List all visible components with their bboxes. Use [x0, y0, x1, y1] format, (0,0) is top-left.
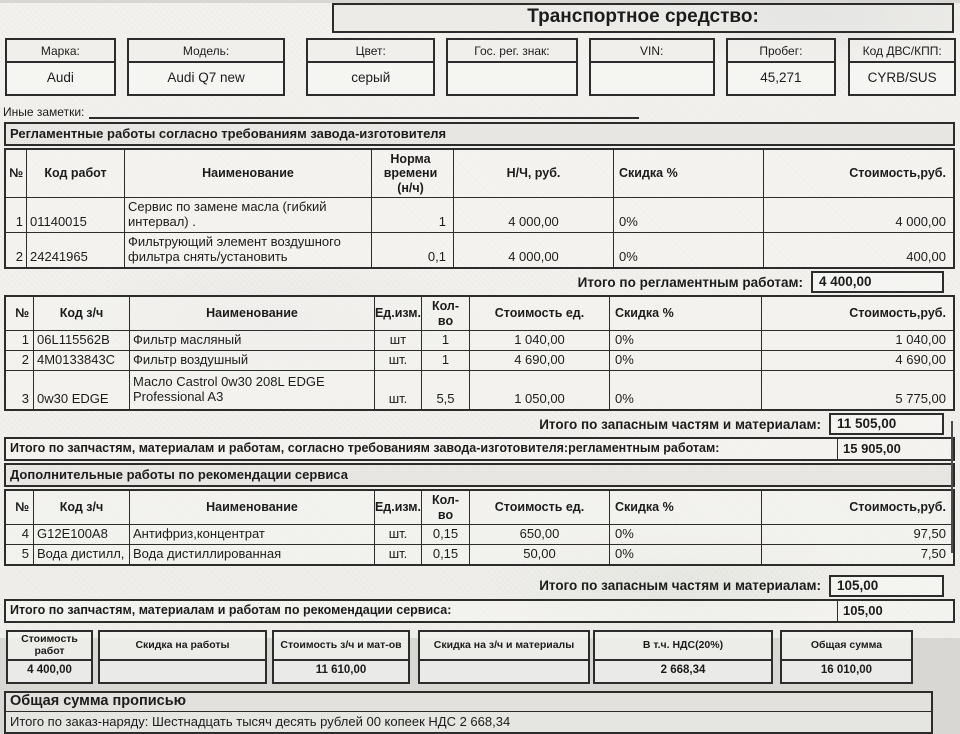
page-title: Транспортное средство:	[332, 3, 954, 33]
col-header-discount: Скидка %	[609, 297, 761, 330]
part-cost: 1 040,00	[761, 331, 953, 350]
grand-total-value: 15 905,00	[837, 439, 953, 459]
part-unit-price: 4 690,00	[469, 351, 609, 370]
part-name: Масло Castrol 0w30 208L EDGE Professional A3	[129, 371, 374, 409]
amount-in-words-title: Общая сумма прописью	[6, 693, 931, 712]
field-value: 45,271	[760, 70, 802, 85]
summary-label: В т.ч. НДС(20%)	[595, 632, 771, 661]
part-qty: 1	[421, 351, 469, 370]
col-header-discount: Скидка %	[613, 150, 763, 197]
field-label: Код ДВС/КПП:	[850, 40, 954, 63]
amount-in-words-box	[4, 691, 933, 734]
additional-table-header	[6, 491, 953, 524]
parts-total-value: 11 505,00	[829, 413, 944, 435]
col-header-unit: Ед.изм.	[374, 491, 421, 524]
work-num: 1	[15, 214, 23, 230]
works-table	[4, 148, 955, 269]
part-unit: шт	[374, 331, 421, 350]
other-notes-label: Иные заметки:	[3, 105, 85, 119]
vehicle-field-engine-code	[848, 38, 956, 96]
part-cost: 5 775,00	[761, 371, 953, 409]
part-code: Вода дистилл,	[33, 545, 129, 564]
vehicle-field-brand	[5, 38, 116, 96]
col-header-num: №	[9, 166, 23, 181]
work-cost: 4 000,00	[763, 198, 953, 232]
summary-label: Стоимость работ	[8, 632, 91, 661]
work-code: 24241965	[26, 233, 124, 267]
col-header-num: №	[15, 306, 29, 321]
part-cost: 7,50	[761, 545, 953, 564]
part-unit: шт.	[374, 371, 421, 409]
col-header-qty: Кол-во	[421, 297, 469, 330]
table-row	[6, 232, 953, 267]
work-rate: 4 000,00	[453, 233, 613, 267]
summary-value: 4 400,00	[27, 663, 72, 676]
part-num: 3	[21, 391, 29, 407]
part-discount: 0%	[609, 371, 761, 409]
summary-value: 2 668,34	[660, 663, 706, 676]
amount-in-words-text: Итого по заказ-наряду: Шестнадцать тысяч десять рублей 00 копеек НДС 2 668,34	[10, 713, 511, 729]
field-label: Цвет:	[308, 40, 433, 63]
works-total-label: Итого по регламентным работам:	[577, 274, 803, 290]
table-row	[6, 370, 953, 409]
vehicle-field-mileage	[726, 38, 837, 96]
col-header-name: Наименование	[129, 297, 374, 330]
summary-box-parts-cost	[272, 630, 410, 684]
part-unit: шт.	[374, 545, 421, 564]
part-num: 2	[21, 352, 29, 368]
vehicle-info-row	[4, 38, 956, 96]
part-unit: шт.	[374, 525, 421, 544]
works-table-header	[6, 150, 953, 197]
table-row	[6, 524, 953, 544]
work-discount: 0%	[613, 198, 763, 232]
works-total-value: 4 400,00	[811, 271, 944, 293]
col-header-name: Наименование	[129, 491, 374, 524]
work-cost: 400,00	[763, 233, 953, 267]
part-name: Фильтр масляный	[129, 331, 374, 350]
summary-label: Скидка на з/ч и материалы	[420, 632, 588, 661]
title-row	[332, 3, 954, 33]
field-value: серый	[351, 70, 391, 85]
work-discount: 0%	[613, 233, 763, 267]
col-header-cost: Стоимость,руб.	[763, 150, 953, 197]
part-qty: 0,15	[421, 525, 469, 544]
part-unit-price: 1 040,00	[469, 331, 609, 350]
col-header-rate: Н/Ч, руб.	[453, 150, 613, 197]
summary-value	[420, 661, 588, 682]
part-discount: 0%	[609, 351, 761, 370]
field-label: Пробег:	[728, 40, 835, 63]
part-code: 0w30 EDGE	[33, 371, 129, 409]
part-name: Антифриз,концентрат	[129, 525, 374, 544]
table-row	[6, 197, 953, 232]
table-row	[6, 330, 953, 350]
summary-label: Скидка на работы	[100, 632, 265, 661]
field-label: Модель:	[129, 40, 284, 63]
part-name: Фильтр воздушный	[129, 351, 374, 370]
summary-value: 11 610,00	[315, 663, 367, 676]
grand-total-label: Итого по запчастям, материалам и работам по рекомендации сервиса:	[10, 602, 452, 617]
field-value: Audi	[46, 70, 74, 85]
section-header-additional-works: Дополнительные работы по рекомендации сервиса	[4, 463, 955, 487]
work-rate: 4 000,00	[453, 198, 613, 232]
work-num: 2	[15, 249, 23, 265]
part-unit: шт.	[374, 351, 421, 370]
field-label: Марка:	[7, 40, 114, 63]
summary-box-parts-discount	[418, 630, 590, 684]
work-norm: 0,1	[371, 233, 453, 267]
summary-box-works-cost	[6, 630, 93, 684]
part-unit-price: 50,00	[469, 545, 609, 564]
col-header-name: Наименование	[124, 150, 371, 197]
section-header-regulated-works: Регламентные работы согласно требованиям завода-изготовителя	[4, 122, 955, 146]
parts-table-header	[6, 297, 953, 330]
field-value	[591, 63, 713, 94]
scanned-work-order-page	[0, 3, 960, 729]
field-label: VIN:	[591, 40, 713, 63]
part-cost: 4 690,00	[761, 351, 953, 370]
other-notes-row	[3, 105, 956, 119]
vehicle-field-model	[127, 38, 286, 96]
summary-value: 16 010,00	[820, 663, 873, 676]
field-label: Гос. рег. знак:	[448, 40, 576, 63]
works-total-row	[4, 271, 944, 293]
parts-total-label: Итого по запасным частям и материалам:	[539, 416, 821, 432]
parts-total-row	[4, 413, 944, 435]
col-header-work-code: Код работ	[26, 150, 124, 197]
summary-value	[100, 661, 265, 682]
part-num: 4	[21, 526, 29, 541]
vehicle-field-plate	[446, 38, 578, 96]
summary-label: Стоимость з/ч и мат-ов	[274, 632, 408, 661]
field-value: CYRB/SUS	[867, 70, 937, 85]
part-num: 1	[21, 332, 29, 348]
additional-total-label: Итого по запасным частям и материалам:	[539, 578, 821, 594]
summary-boxes-row	[4, 630, 956, 684]
part-unit-price: 650,00	[469, 525, 609, 544]
summary-box-grand-total	[780, 630, 913, 684]
work-name: Фильтрующий элемент воздушного фильтра снять/установить	[124, 233, 371, 267]
grand-total-value: 105,00	[837, 601, 953, 621]
col-header-norm-time: Норма времени (н/ч)	[371, 150, 453, 197]
part-code: 4M0133843C	[33, 351, 129, 370]
part-code: 06L115562B	[33, 331, 129, 350]
work-code: 01140015	[26, 198, 124, 232]
part-qty: 1	[421, 331, 469, 350]
col-header-part-code: Код з/ч	[33, 491, 129, 524]
table-row	[6, 350, 953, 370]
additional-total-value: 105,00	[829, 575, 944, 597]
additional-parts-table	[4, 489, 955, 566]
summary-label: Общая сумма	[782, 632, 911, 661]
grand-total-label: Итого по запчастям, материалам и работам, согласно требованиям завода-изготовителя:регламентным работам:	[10, 441, 720, 455]
manufacturer-grand-total-row	[4, 437, 955, 461]
other-notes-blank-line	[89, 107, 639, 119]
vehicle-field-color	[306, 38, 435, 96]
work-name: Сервис по замене масла (гибкий интервал) .	[124, 198, 371, 232]
part-discount: 0%	[609, 331, 761, 350]
parts-table	[4, 295, 955, 411]
col-header-part-code: Код з/ч	[33, 297, 129, 330]
summary-box-works-discount	[98, 630, 267, 684]
col-header-num: №	[15, 500, 29, 515]
additional-total-row	[4, 575, 944, 597]
scan-edge-artifact	[951, 421, 953, 553]
part-qty: 5,5	[421, 371, 469, 409]
part-discount: 0%	[609, 545, 761, 564]
part-code: G12E100A8	[33, 525, 129, 544]
col-header-qty: Кол-во	[421, 491, 469, 524]
work-norm: 1	[371, 198, 453, 232]
part-qty: 0,15	[421, 545, 469, 564]
col-header-cost: Стоимость,руб.	[761, 491, 953, 524]
part-discount: 0%	[609, 525, 761, 544]
part-unit-price: 1 050,00	[469, 371, 609, 409]
col-header-discount: Скидка %	[609, 491, 761, 524]
col-header-unit: Ед.изм.	[374, 297, 421, 330]
field-value: Audi Q7 new	[167, 70, 245, 85]
col-header-cost: Стоимость,руб.	[761, 297, 953, 330]
col-header-unit-price: Стоимость ед.	[469, 297, 609, 330]
part-num: 5	[21, 545, 29, 561]
service-grand-total-row	[4, 599, 955, 623]
vehicle-field-vin	[589, 38, 715, 96]
field-value	[448, 63, 576, 94]
summary-box-vat	[593, 630, 773, 684]
part-cost: 97,50	[761, 525, 953, 544]
table-row	[6, 544, 953, 564]
part-name: Вода дистиллированная	[129, 545, 374, 564]
spacer	[0, 566, 960, 573]
col-header-unit-price: Стоимость ед.	[469, 491, 609, 524]
